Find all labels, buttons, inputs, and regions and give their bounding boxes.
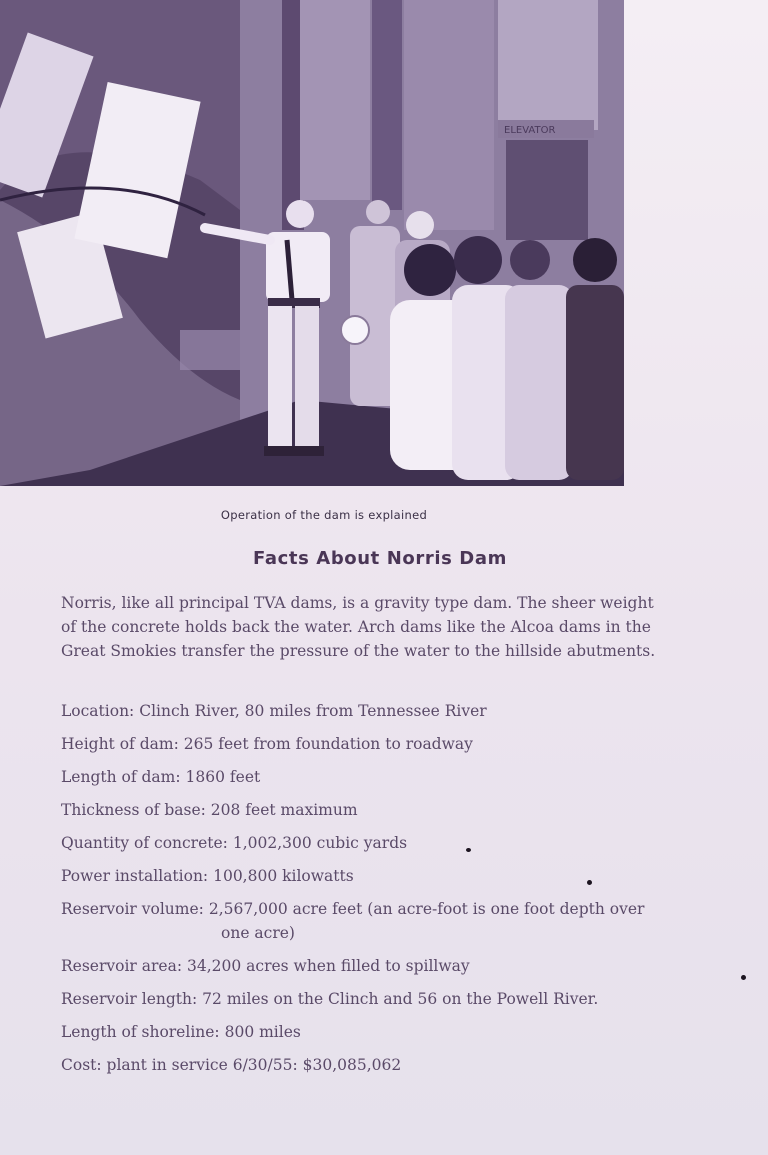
fact-height (61, 732, 721, 765)
intro-line: Great Smokies transfer the pressure of the water to the hillside abutments. (61, 642, 656, 660)
fact-concrete (61, 831, 721, 864)
dam-explanation-photo (0, 0, 624, 486)
photo-illustration (0, 0, 624, 486)
fact-label: Reservoir area: (61, 957, 183, 975)
fact-cost (61, 1053, 721, 1086)
intro-line: Norris, like all principal TVA dams, is a gravity type dam. The sheer weight (61, 594, 654, 612)
facts-list (61, 699, 721, 1086)
fact-reservoir-volume (61, 897, 721, 954)
fact-reservoir-length (61, 987, 721, 1020)
fact-label: Length of dam: (61, 768, 181, 786)
fact-value: 208 feet maximum (210, 801, 358, 819)
fact-location (61, 699, 721, 732)
dust-speck (587, 880, 592, 885)
fact-label: Quantity of concrete: (61, 834, 228, 852)
fact-label: Height of dam: (61, 735, 179, 753)
intro-line: of the concrete holds back the water. Arch dams like the Alcoa dams in the (61, 618, 651, 636)
fact-value: plant in service 6/30/55: $30,085,062 (106, 1056, 402, 1074)
fact-label: Location: (61, 702, 135, 720)
fact-value: 1860 feet (185, 768, 261, 786)
fact-thickness (61, 798, 721, 831)
fact-label: Reservoir volume: (61, 900, 204, 918)
fact-value: 265 feet from foundation to roadway (183, 735, 473, 753)
fact-value: 800 miles (224, 1023, 301, 1041)
fact-length (61, 765, 721, 798)
dust-speck (741, 975, 746, 980)
fact-value-continuation: one acre) (221, 924, 295, 942)
elevator-sign: ELEVATOR (504, 125, 556, 136)
intro-paragraph (61, 591, 711, 663)
dust-speck (466, 848, 471, 852)
fact-value: 72 miles on the Clinch and 56 on the Powell River. (202, 990, 599, 1008)
fact-value: Clinch River, 80 miles from Tennessee River (139, 702, 487, 720)
fact-label: Cost: (61, 1056, 102, 1074)
fact-label: Length of shoreline: (61, 1023, 220, 1041)
fact-power (61, 864, 721, 897)
fact-label: Reservoir length: (61, 990, 198, 1008)
page-title: Facts About Norris Dam (253, 548, 507, 569)
fact-reservoir-area (61, 954, 721, 987)
fact-value: 100,800 kilowatts (213, 867, 354, 885)
fact-shoreline (61, 1020, 721, 1053)
fact-value: 1,002,300 cubic yards (232, 834, 408, 852)
fact-label: Thickness of base: (61, 801, 206, 819)
fact-value: 2,567,000 acre feet (an acre-foot is one foot depth over (208, 900, 645, 918)
fact-value: 34,200 acres when filled to spillway (187, 957, 470, 975)
fact-label: Power installation: (61, 867, 209, 885)
photo-caption: Operation of the dam is explained (220, 508, 428, 522)
